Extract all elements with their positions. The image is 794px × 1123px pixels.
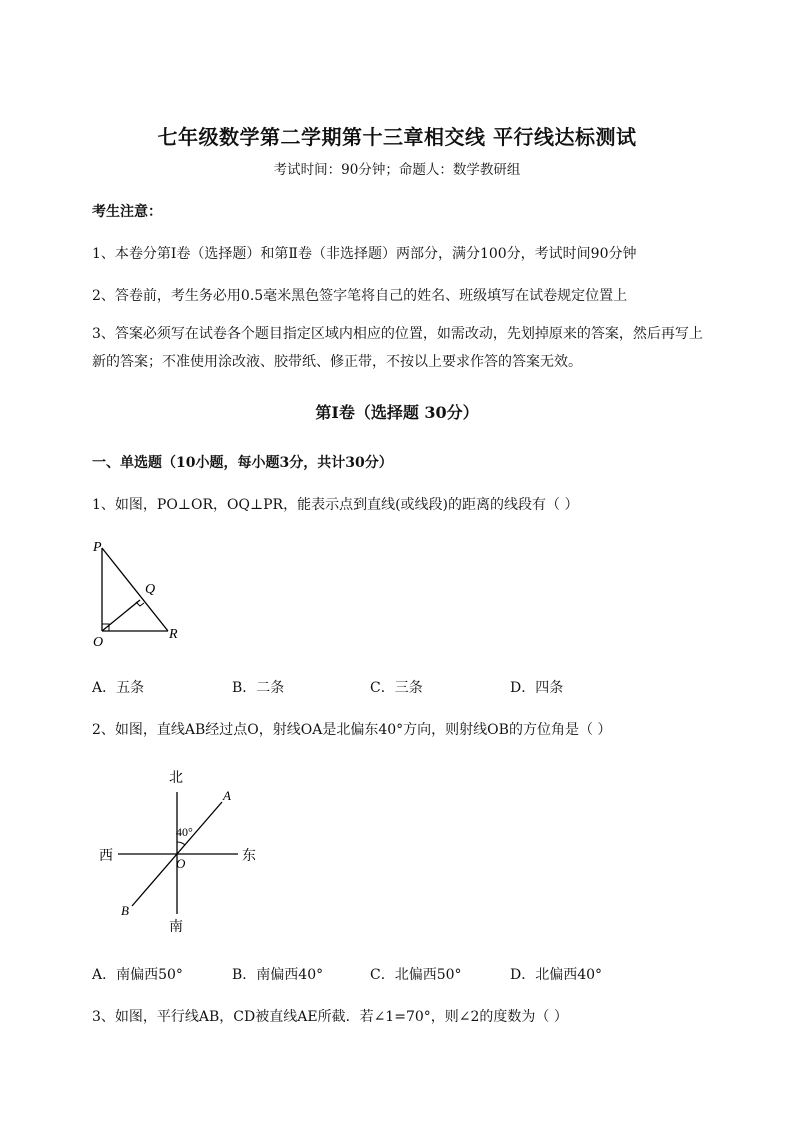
segment-oq bbox=[102, 600, 140, 631]
page-title: 七年级数学第二学期第十三章相交线 平行线达标测试 bbox=[157, 125, 637, 149]
label-north: 北 bbox=[169, 771, 183, 786]
label-b: B bbox=[121, 903, 129, 918]
question-2-figure bbox=[90, 762, 270, 942]
section-title: 一、单选题（10小题，每小题3分，共计30分） bbox=[92, 455, 393, 471]
label-r: R bbox=[169, 627, 178, 642]
notice-item-2: 2、答卷前，考生务必用0.5毫米黑色签字笔将自己的姓名、班级填写在试卷规定位置上 bbox=[92, 288, 628, 304]
question-1-option-b: B．二条 bbox=[232, 680, 285, 696]
part-title: 第I卷（选择题 30分） bbox=[315, 403, 479, 422]
question-1-option-c: C．三条 bbox=[370, 680, 423, 696]
label-a: A bbox=[223, 788, 231, 803]
question-3-text: 3、如图，平行线AB，CD被直线AE所截．若∠1=70°，则∠2的度数为（ ） bbox=[92, 1009, 568, 1025]
question-1-option-a: A．五条 bbox=[92, 680, 145, 696]
exam-info: 考试时间：90分钟；命题人：数学教研组 bbox=[273, 162, 521, 178]
question-1-option-d: D．四条 bbox=[510, 680, 564, 696]
segment-pr bbox=[102, 548, 168, 631]
right-angle-q bbox=[136, 602, 144, 606]
label-o: O bbox=[93, 635, 104, 650]
question-2-text: 2、如图，直线AB经过点O，射线OA是北偏东40°方向，则射线OB的方位角是（ ） bbox=[92, 722, 612, 738]
angle-arc bbox=[177, 842, 185, 845]
notice-item-1: 1、本卷分第I卷（选择题）和第Ⅱ卷（非选择题）两部分，满分100分，考试时间90分钟 bbox=[92, 246, 637, 262]
label-p: P bbox=[93, 540, 102, 555]
question-1-text: 1、如图，PO⊥OR，OQ⊥PR，能表示点到直线(或线段)的距离的线段有（ ） bbox=[92, 497, 579, 513]
label-o: O bbox=[176, 856, 186, 871]
notice-item-3: 3、答案必须写在试卷各个题目指定区域内相应的位置，如需改动，先划掉原来的答案，然后再写上新的答案；不准使用涂改液、胶带纸、修正带，不按以上要求作答的答案无效。 bbox=[92, 326, 703, 370]
label-angle: 40° bbox=[176, 825, 193, 839]
label-west: 西 bbox=[99, 849, 113, 864]
question-2-option-b: B．南偏西40° bbox=[232, 967, 324, 983]
question-2-option-d: D．北偏西40° bbox=[510, 967, 603, 983]
question-2-option-c: C．北偏西50° bbox=[370, 967, 462, 983]
question-2-option-a: A．南偏西50° bbox=[92, 967, 183, 983]
label-q: Q bbox=[145, 582, 156, 597]
notice-heading: 考生注意： bbox=[92, 204, 162, 220]
label-east: 东 bbox=[242, 849, 256, 864]
question-1-figure bbox=[85, 535, 195, 650]
label-south: 南 bbox=[169, 920, 183, 935]
